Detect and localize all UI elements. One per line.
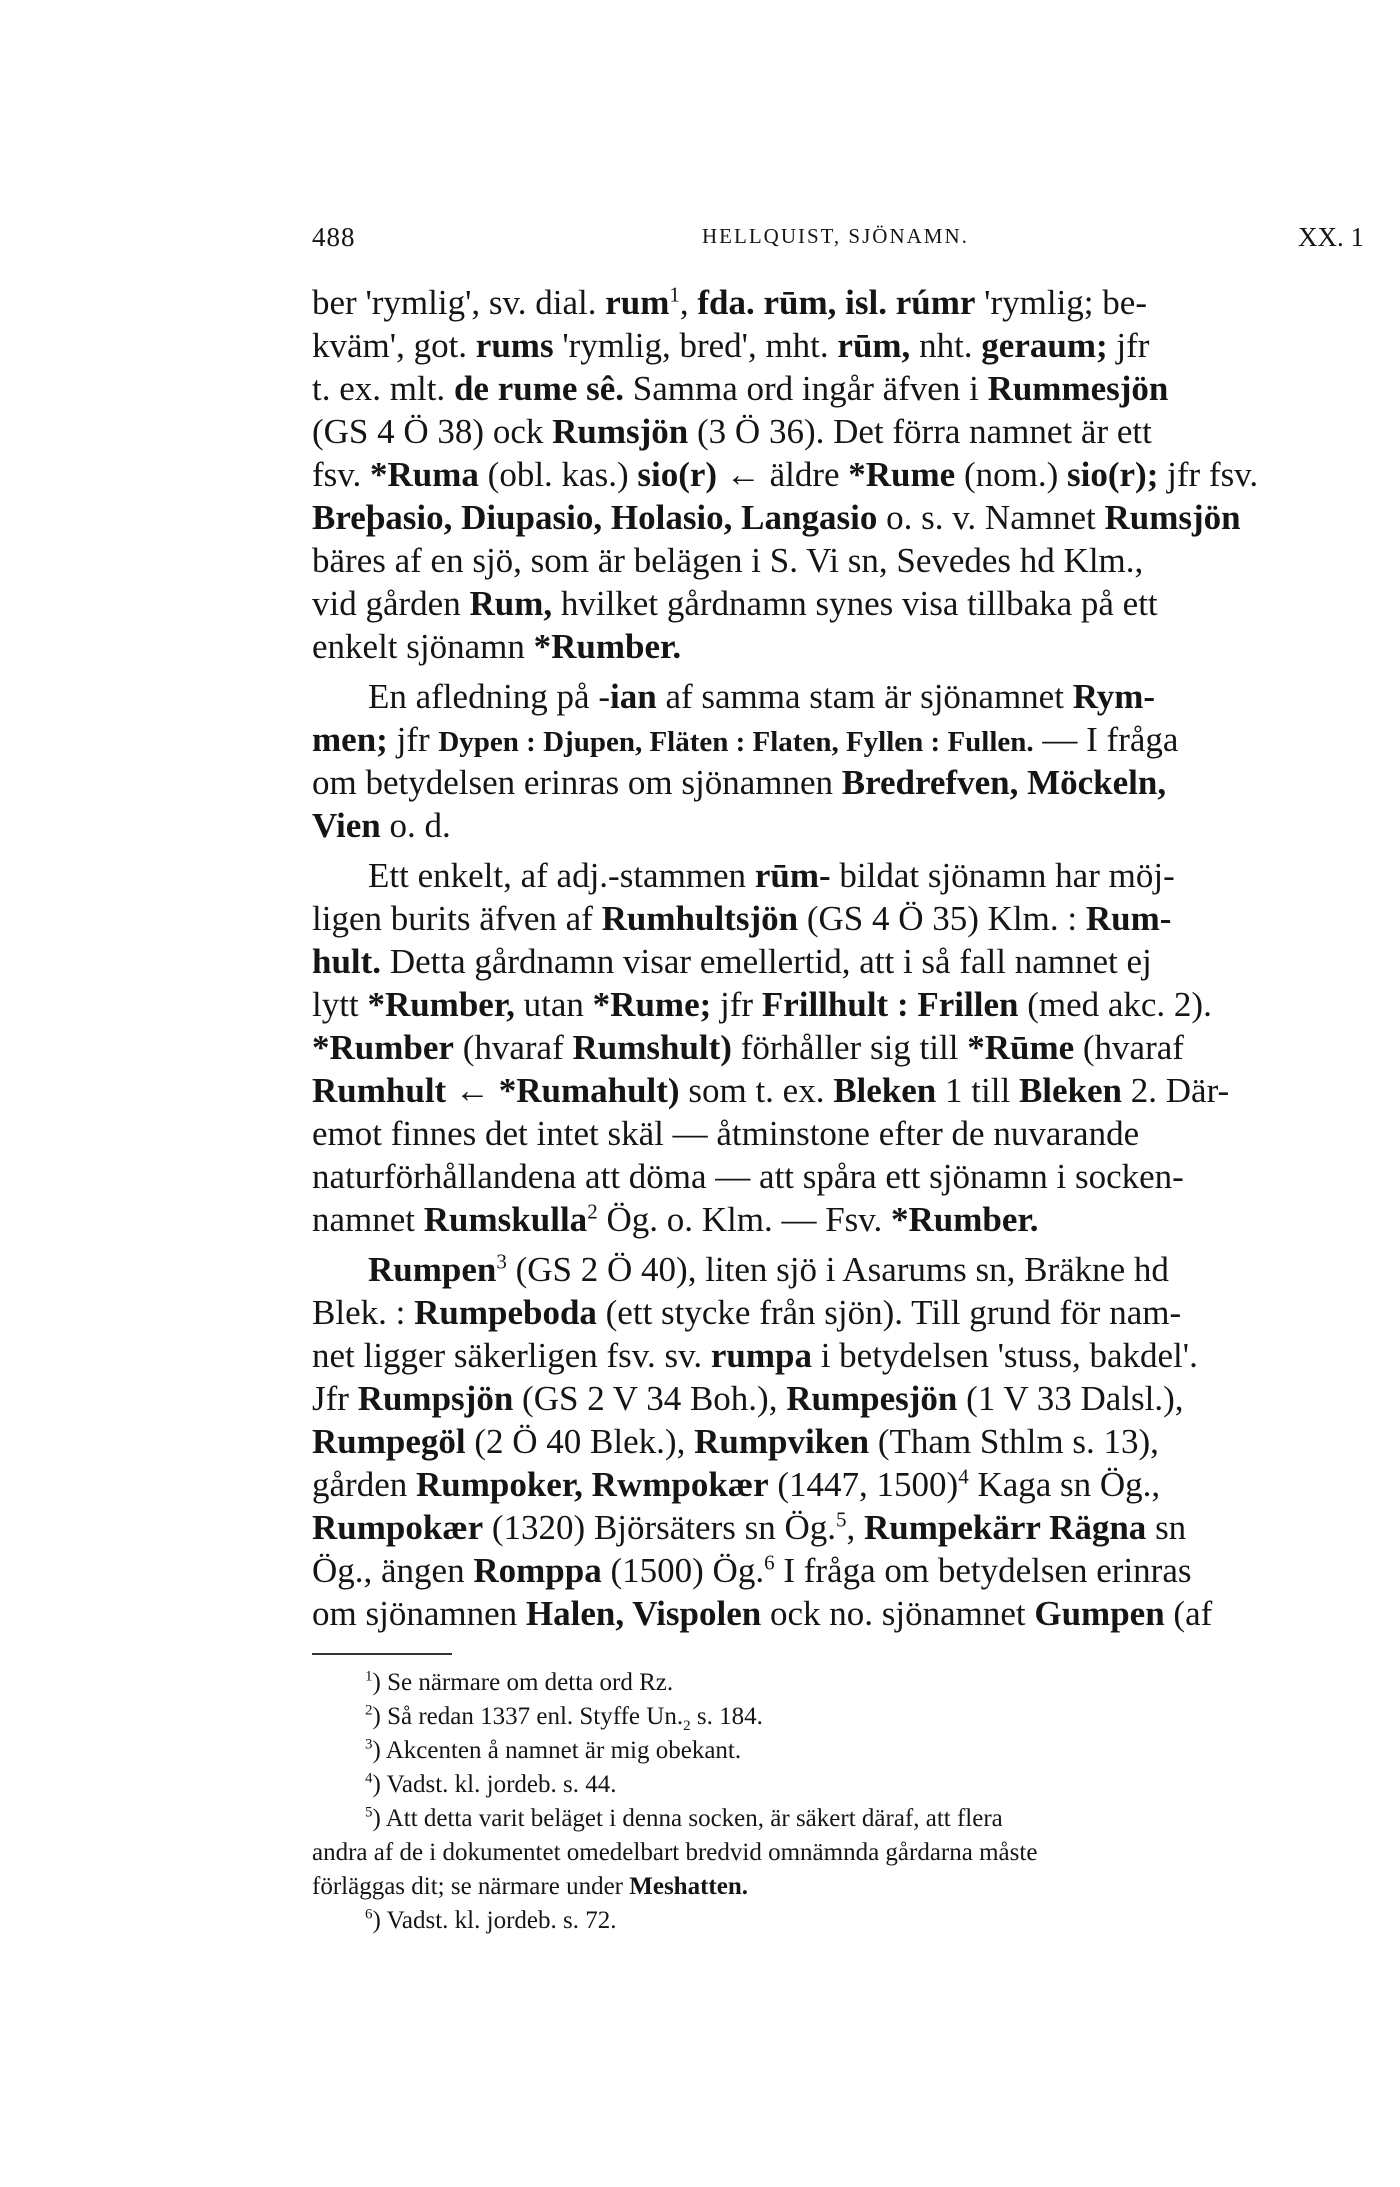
text-line: enkelt sjönamn *Rumber. [312,627,682,666]
text-line: om sjönamnen Halen, Vispolen ock no. sjönamnet Gumpen (af [312,1594,1213,1633]
text-line: *Rumber (hvaraf Rumshult) förhåller sig till *Rūme (hvaraf [312,1028,1184,1067]
text-line: fsv. *Ruma (obl. kas.) sio(r) ← äldre *Rume (nom.) sio(r); jfr fsv. [312,455,1259,494]
footnote: $^1$) Se närmare om detta ord Rz. [365,1668,674,1696]
text-line: Jfr Rumpsjön (GS 2 V 34 Boh.), Rumpesjön (1 V 33 Dalsl.), [312,1379,1184,1418]
text-line: net ligger säkerligen fsv. sv. rumpa i betydelsen 'stuss, bakdel'. [312,1336,1198,1375]
text-line: hult. Detta gårdnamn visar emellertid, att i så fall namnet ej [312,942,1152,981]
text-line: naturförhållandena att döma — att spåra ett sjönamn i socken- [312,1157,1184,1196]
page-header [312,222,1364,262]
text-line: Rumpen$^3$ (GS 2 Ö 40), liten sjö i Asarums sn, Bräkne hd [368,1249,1169,1289]
text-line: Blek. : Rumpeboda (ett stycke från sjön). Till grund för nam- [312,1293,1182,1332]
text-line: emot finnes det intet skäl — åtminstone efter de nuvarande [312,1114,1140,1153]
footnote-divider [312,1653,452,1655]
text-line: En afledning på -ian af samma stam är sjönamnet Rym- [368,677,1156,716]
text-line: Rumpegöl (2 Ö 40 Blek.), Rumpviken (Tham Sthlm s. 13), [312,1422,1159,1461]
running-title: HELLQUIST, SJÖNAMN. [702,224,969,248]
footnote: $^2$) Så redan 1337 enl. Styffe $Un._2$ s. 184. [365,1702,763,1734]
text-line: Rumpokær (1320) Björsäters sn Ög.$^5$, Rumpekärr Rägna sn [312,1507,1187,1547]
text-line: Breþasio, Diupasio, Holasio, Langasio o. s. v. Namnet Rumsjön [312,498,1241,537]
text-line: om betydelsen erinras om sjönamnen Bredrefven, Möckeln, [312,763,1167,802]
footnote-continuation: förläggas dit; se närmare under Meshatten. [312,1873,748,1900]
text-line: vid gården Rum, hvilket gårdnamn synes visa tillbaka på ett [312,584,1158,623]
page-number: 488 [312,222,356,252]
footnote: $^5$) Att detta varit beläget i denna socken, är säkert däraf, att flera [365,1804,1003,1832]
text-line: bäres af en sjö, som är belägen i S. Vi sn, Sevedes hd Klm., [312,541,1144,580]
text-line: namnet Rumskulla$^2$ Ög. o. Klm. — Fsv. *Rumber. [312,1199,1039,1239]
text-line: lytt *Rumber, utan *Rume; jfr Frillhult : Frillen (med akc. 2). [312,985,1212,1024]
text-line: Ett enkelt, af adj.-stammen rūm- bildat sjönamn har möj- [368,856,1175,895]
text-line: Vien o. d. [312,806,451,845]
text-line: t. ex. mlt. de rume sê. Samma ord ingår äfven i Rummesjön [312,369,1169,408]
text-line: ber 'rymlig', sv. dial. rum$^1$, fda. rūm, isl. rúmr 'rymlig; be- [312,282,1147,322]
text-line: men; jfr Dypen : Djupen, Fläten : Flaten, Fyllen : Fullen. — I fråga [312,720,1179,759]
text-line: kväm', got. rums 'rymlig, bred', mht. rūm, nht. geraum; jfr [312,326,1150,365]
footnote-continuation: andra af de i dokumentet omedelbart bredvid omnämnda gårdarna måste [312,1839,1038,1866]
footnote: $^6$) Vadst. kl. jordeb. s. 72. [365,1906,617,1934]
text-line: gården Rumpoker, Rwmpokær (1447, 1500)$^4$ Kaga sn Ög., [312,1464,1161,1504]
text-line: Ög., ängen Romppa (1500) Ög.$^6$ I fråga om betydelsen erinras [312,1550,1192,1590]
section-number: XX. 1 [1298,222,1364,252]
text-line: (GS 4 Ö 38) ock Rumsjön (3 Ö 36). Det förra namnet är ett [312,412,1152,451]
footnote: $^3$) Akcenten å namnet är mig obekant. [365,1736,742,1764]
text-line: Rumhult ← *Rumahult) som t. ex. Bleken 1 till Bleken 2. Där- [312,1071,1230,1110]
footnote: $^4$) Vadst. kl. jordeb. s. 44. [365,1770,617,1798]
text-line: ligen burits äfven af Rumhultsjön (GS 4 Ö 35) Klm. : Rum- [312,899,1172,938]
